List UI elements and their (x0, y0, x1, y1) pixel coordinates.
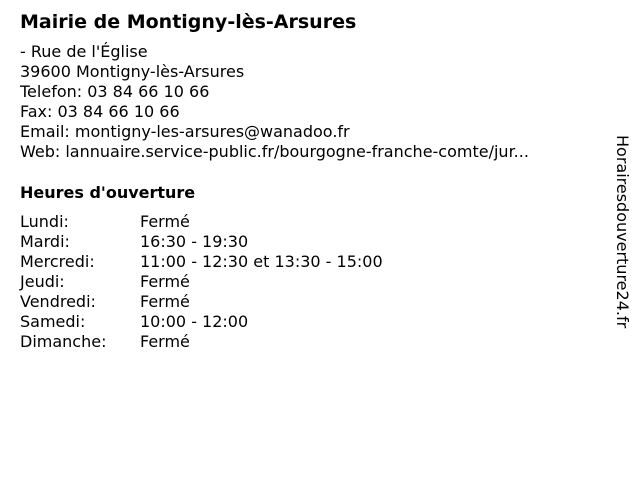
page-title: Mairie de Montigny-lès-Arsures (20, 11, 357, 33)
hours-row-thursday (20, 272, 520, 292)
hours-row-tuesday (20, 232, 520, 252)
day-hours: Fermé (140, 272, 190, 291)
day-label: Jeudi: (20, 272, 65, 291)
day-hours: Fermé (140, 332, 190, 351)
day-label: Mardi: (20, 232, 70, 251)
day-hours: 16:30 - 19:30 (140, 232, 249, 251)
city-address: 39600 Montigny-lès-Arsures (20, 62, 245, 81)
contact-block (20, 42, 529, 162)
web-line: Web: lannuaire.service-public.fr/bourgogne-franche-comte/jur... (20, 142, 529, 161)
fax-line: Fax: 03 84 66 10 66 (20, 102, 180, 121)
day-hours: 10:00 - 12:00 (140, 312, 249, 331)
hours-row-monday (20, 212, 520, 232)
day-label: Lundi: (20, 212, 69, 231)
day-label: Dimanche: (20, 332, 107, 351)
email-line: Email: montigny-les-arsures@wanadoo.fr (20, 122, 350, 141)
hours-row-sunday (20, 332, 520, 352)
street-address: - Rue de l'Église (20, 42, 148, 61)
day-label: Samedi: (20, 312, 86, 331)
hours-row-wednesday (20, 252, 520, 272)
opening-hours-heading: Heures d'ouverture (20, 183, 196, 202)
day-hours: 11:00 - 12:30 et 13:30 - 15:00 (140, 252, 383, 271)
telefon-line: Telefon: 03 84 66 10 66 (20, 82, 210, 101)
hours-row-friday (20, 292, 520, 312)
day-label: Mercredi: (20, 252, 95, 271)
day-hours: Fermé (140, 212, 190, 231)
site-brand-vertical: Horairesdouverture24.fr (613, 135, 632, 329)
day-label: Vendredi: (20, 292, 96, 311)
day-hours: Fermé (140, 292, 190, 311)
opening-hours-table (20, 212, 520, 352)
hours-row-saturday (20, 312, 520, 332)
